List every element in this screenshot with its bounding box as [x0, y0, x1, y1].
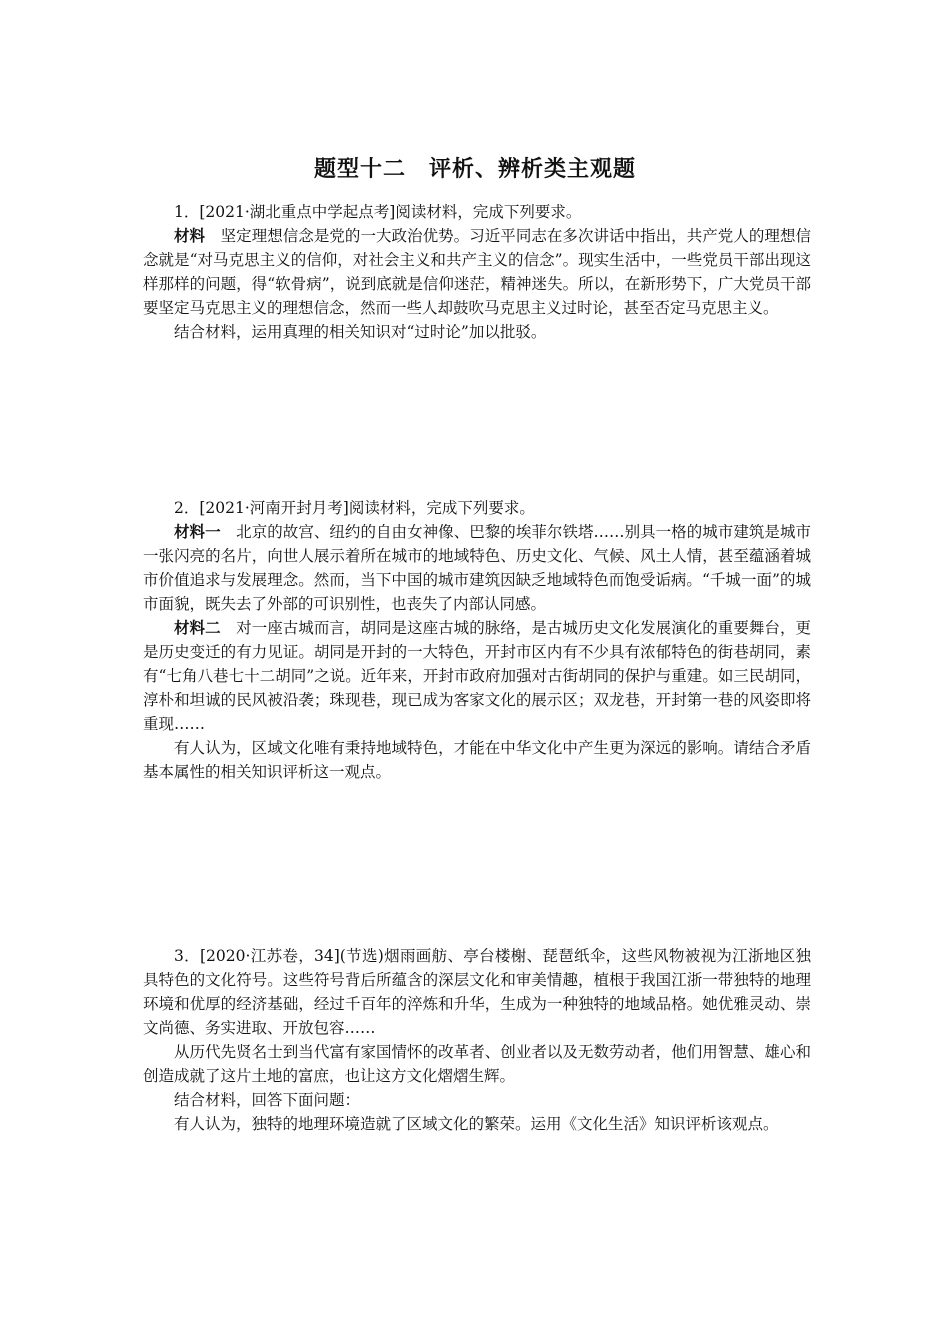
material-label: 材料: [174, 226, 206, 245]
question-3-prompt: 有人认为，独特的地理环境造就了区域文化的繁荣。运用《文化生活》知识评析该观点。: [174, 1115, 779, 1133]
question-1: [143, 200, 811, 344]
question-3-paragraph-2: 从历代先贤名士到当代富有家国情怀的改革者、创业者以及无数劳动者，他们用智慧、雄心和创造成就了这片土地的富庶，也让这方文化熠熠生辉。: [143, 1043, 811, 1085]
question-2-heading: 2．[2021·河南开封月考]阅读材料，完成下列要求。: [174, 499, 535, 517]
material-2-label: 材料二: [174, 618, 221, 637]
question-2-material-2: [143, 616, 811, 736]
question-2-prompt: 有人认为，区域文化唯有秉持地域特色，才能在中华文化中产生更为深远的影响。请结合矛盾基本属性的相关知识评析这一观点。: [143, 739, 811, 781]
page-title: 题型十二 评析、辨析类主观题: [313, 156, 636, 182]
material-text: 坚定理想信念是党的一大政治优势。习近平同志在多次讲话中指出，共产党人的理想信念就是“对马克思主义的信仰，对社会主义和共产主义的信念”。现实生活中，一些党员干部出现这样那样的问题，得“软骨病”，说到底就是信仰迷茫，精神迷失。所以，在新形势下，广大党员干部要坚定马克思主义的理想信念，然而一些人却鼓吹马克思主义过时论，甚至否定马克思主义。: [143, 227, 811, 317]
question-3: [143, 944, 811, 1136]
question-1-prompt: 结合材料，运用真理的相关知识对“过时论”加以批驳。: [174, 323, 547, 341]
question-2: [143, 496, 811, 784]
question-3-heading: 3．[2020·江苏卷，34](节选)烟雨画舫、亭台楼榭、琵琶纸伞，这些风物被视为江浙地区独具特色的文化符号。这些符号背后所蕴含的深层文化和审美情趣，植根于我国江浙一带独特的地理环境和优厚的经济基础，经过千百年的淬炼和升华，生成为一种独特的地域品格。她优雅灵动、崇文尚德、务实进取、开放包容……: [143, 947, 811, 1037]
question-2-material-1: [143, 520, 811, 616]
question-1-material: [143, 224, 811, 320]
material-2-text: 对一座古城而言，胡同是这座古城的脉络，是古城历史文化发展演化的重要舞台，更是历史变迁的有力见证。胡同是开封的一大特色，开封市区内有不少具有浓郁特色的街巷胡同，素有“七角八巷七十二胡同”之说。近年来，开封市政府加强对古街胡同的保护与重建。如三民胡同，淳朴和坦诚的民风被沿袭；珠现巷，现已成为客家文化的展示区；双龙巷，开封第一巷的风姿即将重现……: [143, 619, 811, 733]
question-3-paragraph-3: 结合材料，回答下面问题：: [174, 1091, 361, 1109]
material-1-text: 北京的故宫、纽约的自由女神像、巴黎的埃菲尔铁塔……别具一格的城市建筑是城市一张闪亮的名片，向世人展示着所在城市的地域特色、历史文化、气候、风土人情，甚至蕴涵着城市价值追求与发展理念。然而，当下中国的城市建筑因缺乏地域特色而饱受诟病。“千城一面”的城市面貌，既失去了外部的可识别性，也丧失了内部认同感。: [143, 523, 811, 613]
material-1-label: 材料一: [174, 522, 221, 541]
question-1-heading: 1．[2021·湖北重点中学起点考]阅读材料，完成下列要求。: [174, 203, 582, 221]
